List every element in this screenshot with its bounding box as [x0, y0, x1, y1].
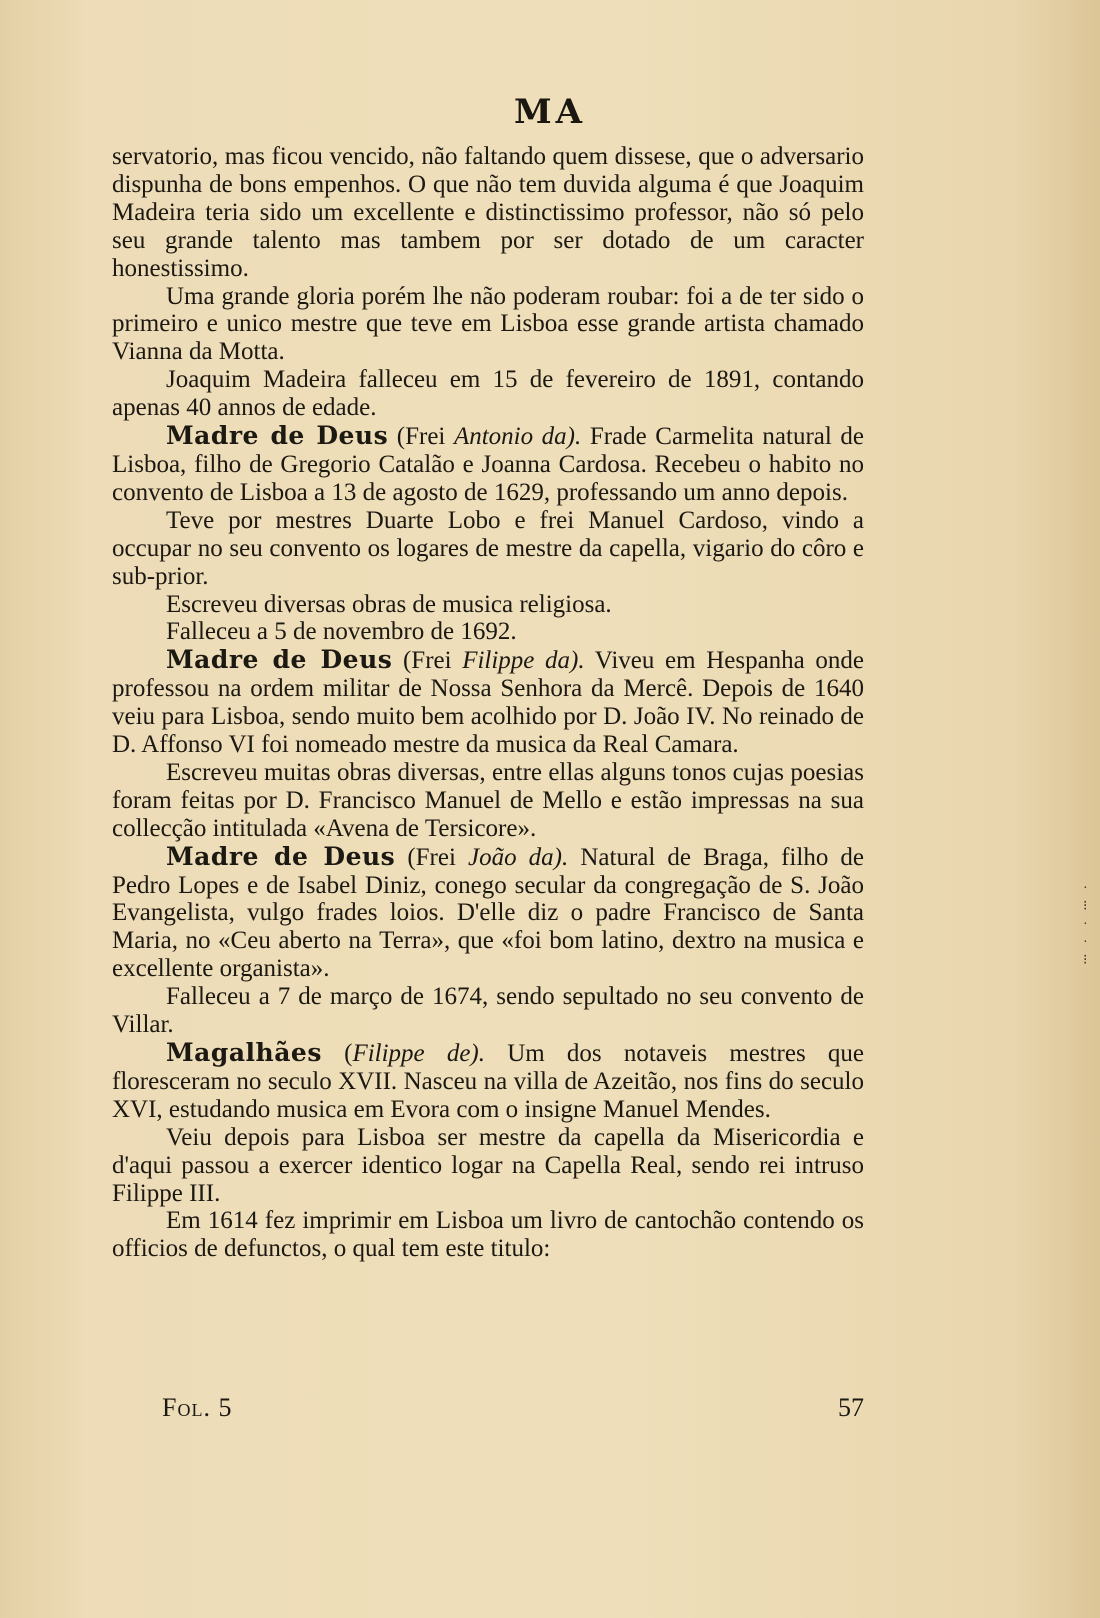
entry-name: Filippe da).: [462, 647, 585, 675]
entry-open: (Frei: [392, 647, 463, 675]
entry-name: Filippe de).: [352, 1040, 486, 1067]
paragraph-text: Um dos notaveis mestres que floresceram no seculo XVII. Nasceu na villa de Azeitão, nos fins do seculo XVI, estudando musica em Evora com o insigne Manuel Mendes.: [112, 1040, 864, 1123]
paragraph-text: Falleceu a 5 de novembro de 1692.: [166, 618, 517, 646]
paragraph-text: Teve por mestres Duarte Lobo e frei Manuel Cardoso, vindo a occupar no seu convento os logares de mestre da capella, vigario do côro e sub-prior.: [112, 506, 864, 590]
signature-mark: Fol. 5: [162, 1393, 233, 1422]
margin-marks-decoration: · ⁝ · · ⁝: [1083, 881, 1088, 968]
paragraph: [112, 983, 864, 1039]
entry-open: (: [321, 1040, 353, 1067]
paragraph-text: Uma grande gloria porém lhe não poderam roubar: foi a de ter sido o primeiro e unico mestre que teve em Lisboa esse grande artista chamado Vianna da Motta.: [112, 282, 864, 366]
entry-name: João da).: [468, 843, 569, 871]
paragraph-text: Escreveu muitas obras diversas, entre ellas alguns tonos cujas poesias foram feitas por D. Francisco Manuel de Mello e estão impressas na sua collecção intitulada «Avena de Tersicore».: [112, 758, 864, 842]
entry-paragraph: [112, 646, 864, 759]
paragraph: [112, 507, 864, 591]
running-header: MA: [513, 92, 586, 132]
entry-open: (Frei: [395, 843, 468, 871]
entry-headword: Madre de Deus: [166, 841, 396, 871]
paragraph-text: Escreveu diversas obras de musica religiosa.: [166, 590, 612, 618]
paragraph: [112, 143, 864, 283]
page-body: [112, 143, 864, 1263]
page-number: 57: [838, 1393, 864, 1422]
page-footer: [162, 1393, 864, 1423]
paragraph: [112, 1124, 864, 1208]
paragraph-text: Joaquim Madeira falleceu em 15 de fevereiro de 1891, contando apenas 40 annos de edade.: [112, 366, 864, 422]
paragraph-text: Frade Carmelita natural de Lisboa, filho de Gregorio Catalão e Joanna Cardosa. Recebeu o habito no convento de Lisboa a 13 de agosto de 1629, professando um anno depois.: [112, 423, 865, 506]
paragraph-text: Em 1614 fez imprimir em Lisboa um livro de cantochão contendo os officios de defunctos, o qual tem este titulo:: [112, 1207, 864, 1263]
paragraph: [112, 759, 864, 843]
paragraph-text: servatorio, mas ficou vencido, não faltando quem dissese, que o adversario dispunha de bons empenhos. O que não tem duvida alguma é que Joaquim Madeira teria sido um excellente e distinctissimo professor, não só pelo seu grande talento mas tambem por ser dotado de um caracter honestissimo.: [112, 143, 864, 282]
entry-name: Antonio da).: [453, 423, 582, 451]
paragraph: [112, 1207, 864, 1263]
paragraph-text: Falleceu a 7 de março de 1674, sendo sepultado no seu convento de Villar.: [112, 983, 864, 1039]
paragraph: [112, 591, 864, 619]
entry-headword: Madre de Deus: [166, 421, 389, 451]
paragraph-text: Viveu em Hespanha onde professou na ordem militar de Nossa Senhora da Mercê. Depois de 1640 veiu para Lisboa, sendo muito bem acolhido por D. João IV. No reinado de D. Affonso VI foi nomeado mestre da musica da Real Camara.: [112, 647, 865, 759]
paragraph-text: Natural de Braga, filho de Pedro Lopes e de Isabel Diniz, conego secular da congregação de S. João Evangelista, vulgo frades loios. D'elle diz o padre Francisco de Santa Maria, no «Ceu aberto na Terra», que «foi bom latino, dextro na musica e excellente organista».: [112, 843, 864, 983]
paragraph: [112, 618, 864, 646]
entry-open: (Frei: [388, 423, 454, 451]
entry-headword: Madre de Deus: [166, 645, 393, 675]
entry-paragraph: [112, 1039, 864, 1124]
entry-paragraph: [112, 843, 864, 984]
paragraph-text: Veiu depois para Lisboa ser mestre da capella da Misericordia e d'aqui passou a exercer identico logar na Capella Real, sendo rei intruso Filippe III.: [112, 1123, 864, 1207]
paragraph: [112, 366, 864, 422]
entry-paragraph: [112, 422, 864, 507]
entry-headword: Magalhães: [166, 1038, 322, 1067]
paragraph: [112, 283, 864, 367]
